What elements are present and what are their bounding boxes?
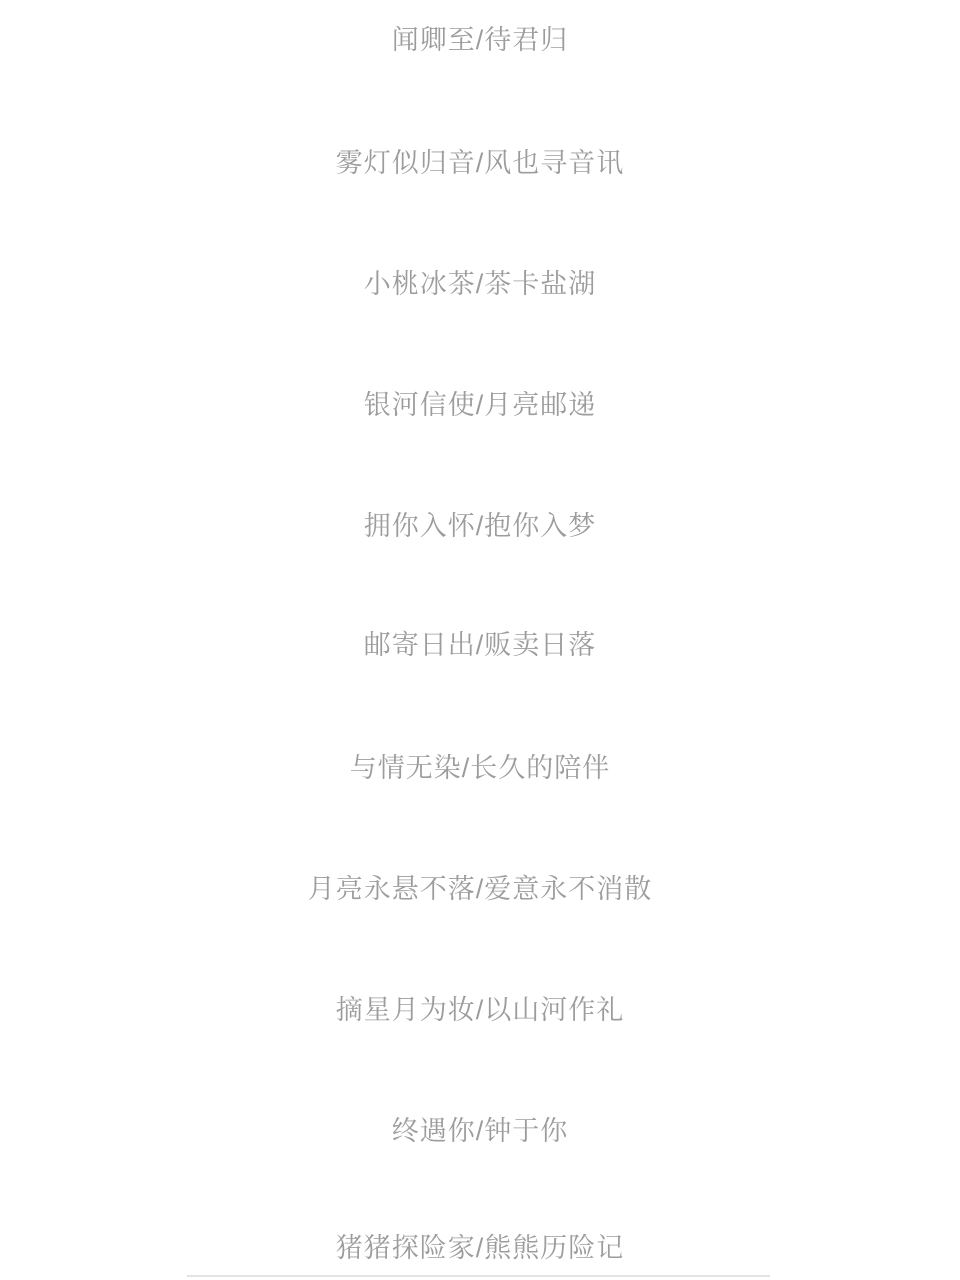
couple-name-line: 猪猪探险家/熊熊历险记 bbox=[335, 1233, 625, 1263]
couple-name-line: 月亮永悬不落/爱意永不消散 bbox=[307, 874, 653, 904]
couple-name-line: 闻卿至/待君归 bbox=[391, 25, 569, 55]
couple-name-line: 邮寄日出/贩卖日落 bbox=[363, 630, 597, 660]
couple-name-line: 与情无染/长久的陪伴 bbox=[349, 753, 611, 783]
couple-name-line: 摘星月为妆/以山河作礼 bbox=[335, 995, 625, 1025]
couple-name-line: 终遇你/钟于你 bbox=[391, 1116, 569, 1146]
couple-name-line: 雾灯似归音/风也寻音讯 bbox=[335, 148, 625, 178]
couple-name-line: 拥你入怀/抱你入梦 bbox=[363, 511, 597, 541]
couple-name-line: 小桃冰茶/茶卡盐湖 bbox=[363, 269, 597, 299]
couple-name-line: 银河信使/月亮邮递 bbox=[363, 390, 597, 420]
bottom-divider bbox=[187, 1275, 770, 1277]
